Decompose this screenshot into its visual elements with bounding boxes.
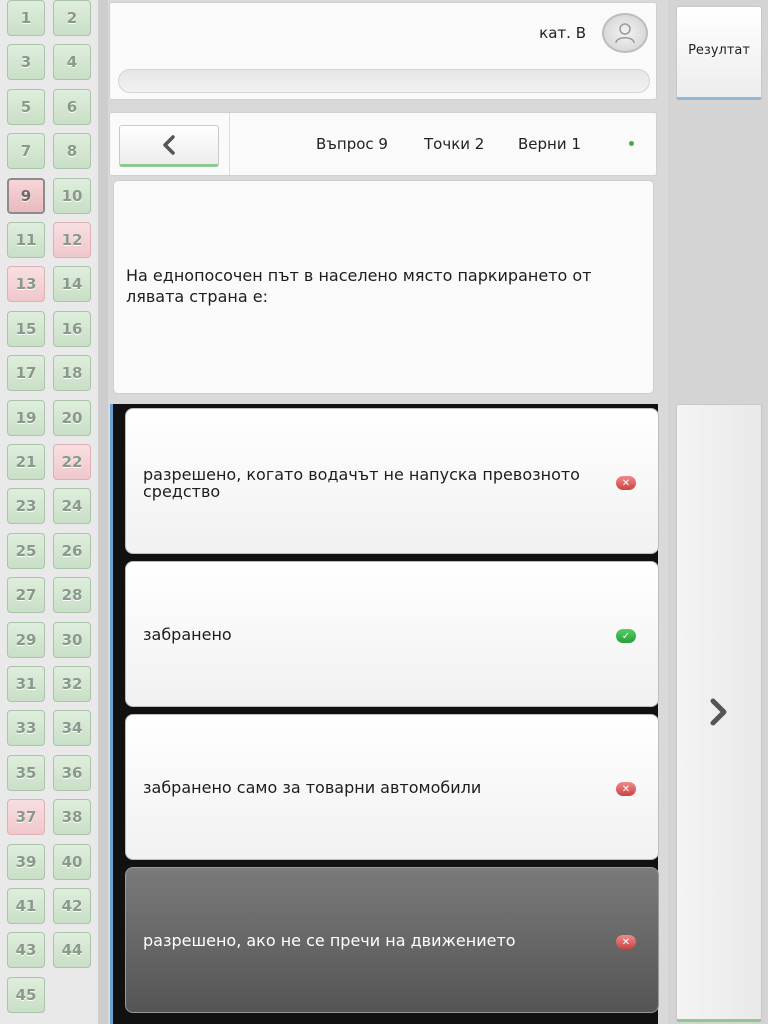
question-nav-button[interactable]: 17 <box>7 355 45 391</box>
main-panel <box>108 0 660 1024</box>
previous-question-button[interactable] <box>119 125 219 167</box>
question-nav-button[interactable]: 2 <box>53 0 91 36</box>
question-nav-button[interactable]: 24 <box>53 488 91 524</box>
chevron-left-icon <box>161 135 177 155</box>
question-nav-button[interactable]: 36 <box>53 755 91 791</box>
user-avatar-icon[interactable] <box>602 13 648 53</box>
question-card <box>113 180 654 394</box>
question-nav-button[interactable]: 39 <box>7 844 45 880</box>
question-nav-button[interactable]: 11 <box>7 222 45 258</box>
question-nav-button[interactable]: 7 <box>7 133 45 169</box>
question-nav-button[interactable]: 12 <box>53 222 91 258</box>
question-nav-button[interactable]: 31 <box>7 666 45 702</box>
status-dot-icon <box>629 141 634 146</box>
question-nav-button[interactable]: 34 <box>53 710 91 746</box>
question-nav-button[interactable]: 30 <box>53 622 91 658</box>
question-nav-button[interactable]: 38 <box>53 799 91 835</box>
question-nav-button[interactable]: 42 <box>53 888 91 924</box>
result-button[interactable] <box>676 6 762 100</box>
question-nav-button[interactable]: 44 <box>53 932 91 968</box>
cross-icon: ✕ <box>616 476 636 490</box>
answer-text: забранено <box>143 625 232 644</box>
cross-icon: ✕ <box>616 935 636 949</box>
question-nav-button[interactable]: 27 <box>7 577 45 613</box>
question-nav-button[interactable]: 41 <box>7 888 45 924</box>
question-nav-button[interactable]: 37 <box>7 799 45 835</box>
question-nav-button[interactable]: 1 <box>7 0 45 36</box>
question-nav-button[interactable]: 14 <box>53 266 91 302</box>
next-question-button[interactable] <box>676 404 762 1022</box>
answer-option[interactable] <box>125 867 659 1013</box>
header-panel <box>109 2 657 100</box>
right-panel <box>668 0 768 1024</box>
question-nav-button[interactable]: 23 <box>7 488 45 524</box>
progress-bar <box>118 69 650 93</box>
question-number-label: Въпрос 9 <box>316 135 388 153</box>
question-nav-button[interactable]: 13 <box>7 266 45 302</box>
answer-option[interactable] <box>125 408 659 554</box>
question-toolbar <box>109 112 657 176</box>
question-nav-button[interactable]: 10 <box>53 178 91 214</box>
points-label: Точки 2 <box>424 135 485 153</box>
cross-icon: ✕ <box>616 782 636 796</box>
check-icon: ✓ <box>616 629 636 643</box>
question-nav-button[interactable]: 32 <box>53 666 91 702</box>
question-nav-button[interactable]: 8 <box>53 133 91 169</box>
answers-list <box>110 404 658 1024</box>
chevron-right-icon <box>708 697 730 727</box>
question-text: На еднопосочен път в населено място паркирането от лявата страна е: <box>126 266 592 306</box>
question-nav-button[interactable]: 29 <box>7 622 45 658</box>
question-nav-button[interactable]: 26 <box>53 533 91 569</box>
question-nav-button[interactable]: 45 <box>7 977 45 1013</box>
question-nav-button[interactable]: 35 <box>7 755 45 791</box>
question-nav-button[interactable]: 20 <box>53 400 91 436</box>
question-nav-button[interactable]: 6 <box>53 89 91 125</box>
question-nav-button[interactable]: 15 <box>7 311 45 347</box>
question-nav-button[interactable]: 18 <box>53 355 91 391</box>
question-nav-button[interactable]: 43 <box>7 932 45 968</box>
question-nav-button[interactable]: 4 <box>53 44 91 80</box>
question-nav-button[interactable]: 16 <box>53 311 91 347</box>
correct-count-label: Верни 1 <box>518 135 581 153</box>
question-navigator <box>0 0 99 1024</box>
answer-option[interactable] <box>125 561 659 707</box>
result-button-label: Резултат <box>688 43 750 58</box>
answer-text: разрешено, когато водачът не напуска превозното средство <box>143 465 580 501</box>
answer-text: забранено само за товарни автомобили <box>143 778 482 797</box>
answer-text: разрешено, ако не се пречи на движението <box>143 931 516 950</box>
question-nav-button[interactable]: 40 <box>53 844 91 880</box>
question-nav-button[interactable]: 21 <box>7 444 45 480</box>
question-nav-button[interactable]: 19 <box>7 400 45 436</box>
question-nav-button[interactable]: 33 <box>7 710 45 746</box>
question-nav-button[interactable]: 5 <box>7 89 45 125</box>
navigator-divider <box>99 0 108 1024</box>
question-nav-button[interactable]: 9 <box>7 178 45 214</box>
question-nav-button[interactable]: 22 <box>53 444 91 480</box>
question-nav-button[interactable]: 28 <box>53 577 91 613</box>
question-nav-button[interactable]: 3 <box>7 44 45 80</box>
answer-option[interactable] <box>125 714 659 860</box>
question-nav-button[interactable]: 25 <box>7 533 45 569</box>
toolbar-divider <box>229 113 230 175</box>
category-label: кат. B <box>539 24 586 42</box>
